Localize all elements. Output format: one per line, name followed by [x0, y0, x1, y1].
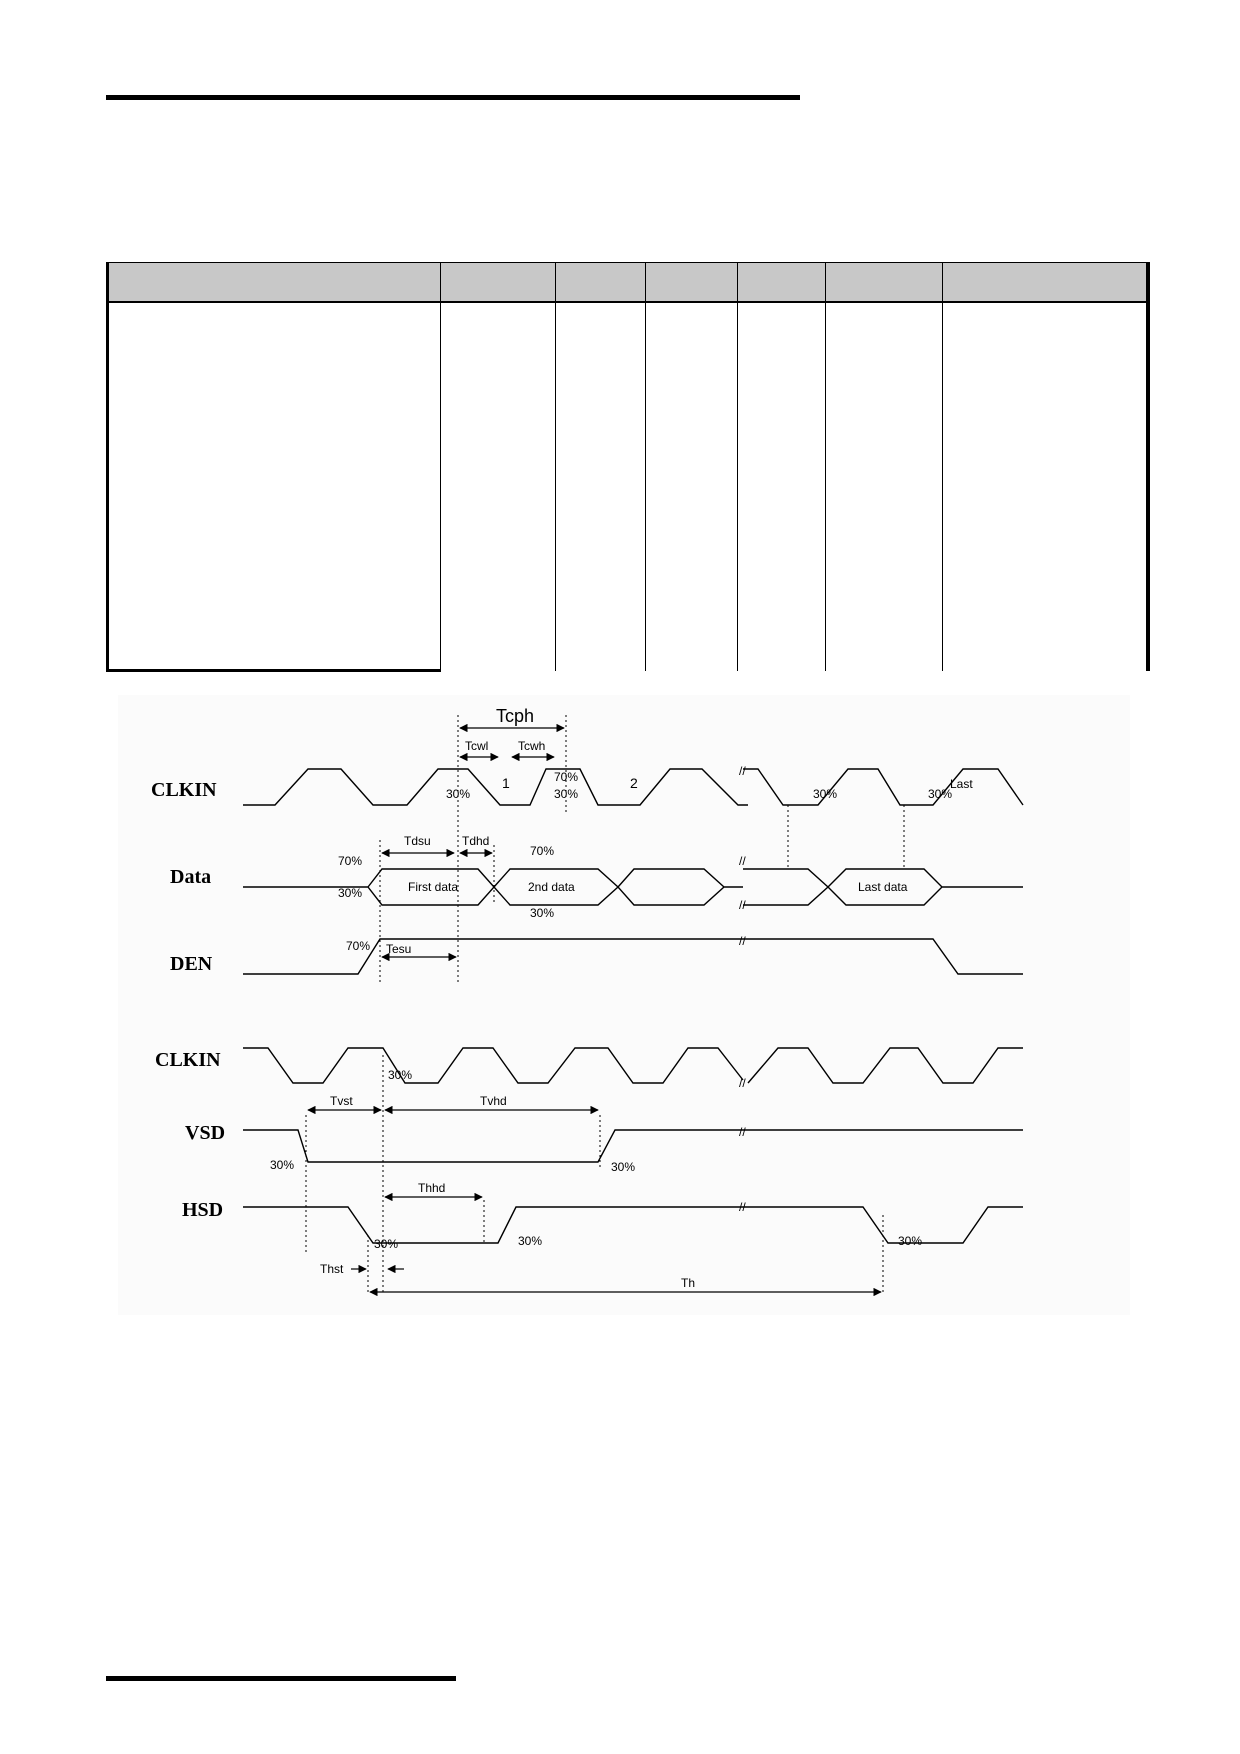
pct-label: 30%	[374, 1237, 399, 1251]
break-mark: //	[739, 854, 746, 868]
label-tesu: Tesu	[386, 942, 412, 956]
header-rule	[106, 95, 800, 100]
footer-rule	[106, 1676, 456, 1681]
clock-marker-last: Last	[950, 777, 973, 791]
signal-label-data: Data	[170, 866, 212, 888]
break-mark: //	[739, 1076, 746, 1090]
pct-label: 70%	[338, 854, 363, 868]
data-cell-first: First data	[408, 880, 459, 894]
table-cell	[943, 302, 1148, 671]
label-tdsu: Tdsu	[404, 834, 431, 848]
table-header-cell	[646, 263, 738, 303]
break-mark: //	[739, 764, 746, 778]
table-header-cell	[826, 263, 943, 303]
label-tvhd: Tvhd	[480, 1094, 507, 1108]
table-header-cell	[108, 263, 441, 303]
table-header-cell	[738, 263, 826, 303]
signal-label-vsd: VSD	[185, 1122, 226, 1144]
signal-label-clkin: CLKIN	[151, 779, 217, 801]
label-thst: Thst	[320, 1262, 344, 1276]
label-tcwh: Tcwh	[518, 739, 546, 753]
pct-label: 30%	[518, 1234, 543, 1248]
table-header-cell	[556, 263, 646, 303]
pct-label: 30%	[554, 787, 579, 801]
table-cell	[826, 302, 943, 671]
signal-label-clkin-2: CLKIN	[155, 1049, 221, 1071]
label-tvst: Tvst	[330, 1094, 353, 1108]
spec-table	[106, 262, 1146, 672]
break-mark: //	[739, 1125, 746, 1139]
label-tdhd: Tdhd	[462, 834, 490, 848]
pct-label: 30%	[530, 906, 555, 920]
pct-label: 70%	[530, 844, 555, 858]
break-mark: //	[739, 1200, 746, 1214]
clock-marker-1: 1	[502, 775, 510, 791]
data-cell-last: Last data	[858, 880, 908, 894]
pct-label: 30%	[338, 886, 363, 900]
timing-diagram-svg	[118, 695, 1130, 1315]
table-cell	[441, 302, 556, 671]
pct-label: 70%	[346, 939, 371, 953]
data-cell-second: 2nd data	[528, 880, 575, 894]
pct-label: 30%	[388, 1068, 413, 1082]
label-tcph: Tcph	[496, 706, 535, 726]
pct-label: 30%	[611, 1160, 636, 1174]
table-cell	[556, 302, 646, 671]
table-cell	[738, 302, 826, 671]
table-row	[108, 302, 1148, 671]
label-th: Th	[681, 1276, 696, 1290]
pct-label: 30%	[898, 1234, 923, 1248]
signal-label-hsd: HSD	[182, 1199, 224, 1221]
timing-diagram	[118, 695, 1130, 1315]
pct-label: 70%	[554, 770, 579, 784]
label-thhd: Thhd	[418, 1181, 446, 1195]
table-header-cell	[943, 263, 1148, 303]
table-header-cell	[441, 263, 556, 303]
table-cell	[646, 302, 738, 671]
pct-label: 30%	[813, 787, 838, 801]
label-tcwl: Tcwl	[465, 739, 489, 753]
break-mark: //	[739, 934, 746, 948]
pct-label: 30%	[446, 787, 471, 801]
break-mark: //	[739, 898, 746, 912]
clock-marker-2: 2	[630, 775, 638, 791]
pct-label: 30%	[928, 787, 953, 801]
table-header-row	[108, 263, 1148, 303]
signal-label-den: DEN	[170, 953, 213, 975]
table-cell	[108, 302, 441, 671]
pct-label: 30%	[270, 1158, 295, 1172]
